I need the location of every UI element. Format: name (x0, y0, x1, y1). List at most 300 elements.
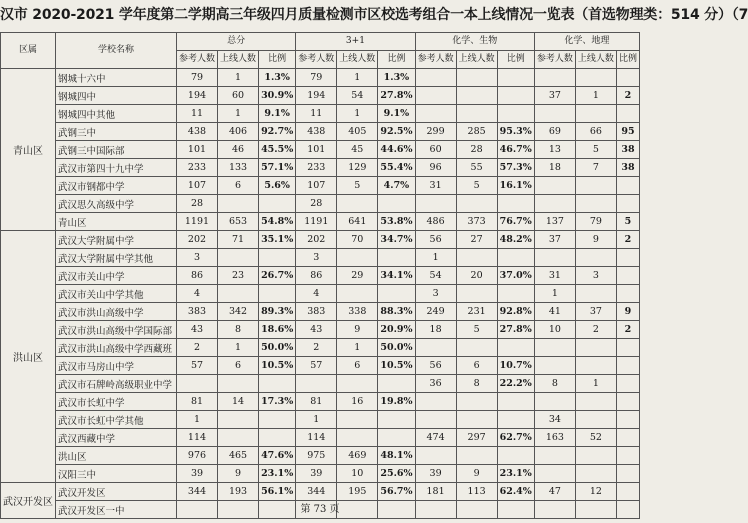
value-cell: 20.9% (378, 321, 415, 339)
value-cell (616, 267, 639, 285)
value-cell: 10.5% (259, 357, 296, 375)
value-cell (378, 429, 415, 447)
value-cell: 54 (337, 87, 378, 105)
value-cell: 2 (616, 321, 639, 339)
value-cell (616, 447, 639, 465)
value-cell: 39 (176, 465, 217, 483)
value-cell: 27.8% (497, 321, 534, 339)
value-cell: 1.3% (259, 69, 296, 87)
table-row (1, 393, 640, 411)
value-cell: 11 (176, 105, 217, 123)
value-cell (415, 339, 456, 357)
table-row (1, 159, 640, 177)
value-cell: 10.5% (378, 357, 415, 375)
value-cell: 44.6% (378, 141, 415, 159)
value-cell: 45 (337, 141, 378, 159)
value-cell: 137 (534, 213, 575, 231)
value-cell (218, 375, 259, 393)
value-cell (616, 339, 639, 357)
value-cell: 9 (456, 465, 497, 483)
value-cell: 2 (616, 87, 639, 105)
subheader-ratio: 比例 (378, 51, 415, 69)
value-cell: 92.5% (378, 123, 415, 141)
value-cell: 5.6% (259, 177, 296, 195)
value-cell: 9 (616, 303, 639, 321)
value-cell: 5 (616, 213, 639, 231)
value-cell (456, 105, 497, 123)
header-district: 区属 (1, 33, 56, 69)
subheader-count: 参考人数 (176, 51, 217, 69)
value-cell: 163 (534, 429, 575, 447)
value-cell (337, 249, 378, 267)
value-cell (259, 429, 296, 447)
value-cell: 69 (534, 123, 575, 141)
value-cell: 43 (176, 321, 217, 339)
value-cell: 107 (296, 177, 337, 195)
value-cell: 9.1% (378, 105, 415, 123)
school-name-cell: 汉阳三中 (56, 465, 177, 483)
subheader-passed: 上线人数 (456, 51, 497, 69)
value-cell (534, 447, 575, 465)
value-cell: 344 (176, 483, 217, 501)
value-cell: 53.8% (378, 213, 415, 231)
value-cell: 5 (456, 177, 497, 195)
value-cell: 16.1% (497, 177, 534, 195)
value-cell: 299 (415, 123, 456, 141)
value-cell (575, 339, 616, 357)
value-cell: 60 (218, 87, 259, 105)
school-name-cell: 武汉市马房山中学 (56, 357, 177, 375)
school-name-cell: 武汉西藏中学 (56, 429, 177, 447)
value-cell: 1 (534, 285, 575, 303)
value-cell: 195 (337, 483, 378, 501)
table-row (1, 267, 640, 285)
value-cell: 46.7% (497, 141, 534, 159)
value-cell: 14 (218, 393, 259, 411)
value-cell: 55.4% (378, 159, 415, 177)
header-group-3plus1: 3+1 (296, 33, 415, 51)
school-name-cell: 武汉开发区一中 (56, 501, 177, 519)
value-cell (378, 411, 415, 429)
value-cell: 22.2% (497, 375, 534, 393)
school-name-cell: 钢城四中 (56, 87, 177, 105)
value-cell: 1 (218, 69, 259, 87)
value-cell: 39 (296, 465, 337, 483)
value-cell (616, 69, 639, 87)
value-cell: 285 (456, 123, 497, 141)
table-row (1, 411, 640, 429)
value-cell: 55 (456, 159, 497, 177)
value-cell: 2 (176, 339, 217, 357)
value-cell (616, 357, 639, 375)
value-cell: 38 (616, 141, 639, 159)
value-cell (218, 249, 259, 267)
value-cell: 3 (575, 267, 616, 285)
value-cell (456, 69, 497, 87)
value-cell: 86 (176, 267, 217, 285)
value-cell (456, 249, 497, 267)
value-cell: 10.7% (497, 357, 534, 375)
value-cell: 57.3% (497, 159, 534, 177)
value-cell: 8 (534, 375, 575, 393)
table-row (1, 87, 640, 105)
value-cell (575, 177, 616, 195)
value-cell (415, 69, 456, 87)
value-cell: 107 (176, 177, 217, 195)
value-cell: 28 (296, 195, 337, 213)
value-cell: 89.3% (259, 303, 296, 321)
value-cell: 6 (218, 357, 259, 375)
value-cell: 41 (534, 303, 575, 321)
value-cell (616, 483, 639, 501)
value-cell (534, 339, 575, 357)
value-cell: 10 (534, 321, 575, 339)
value-cell (616, 285, 639, 303)
value-cell: 233 (296, 159, 337, 177)
value-cell (534, 393, 575, 411)
value-cell: 194 (296, 87, 337, 105)
value-cell: 71 (218, 231, 259, 249)
table-row (1, 321, 640, 339)
value-cell: 62.4% (497, 483, 534, 501)
value-cell (534, 69, 575, 87)
value-cell (616, 429, 639, 447)
value-cell: 6 (337, 357, 378, 375)
value-cell (259, 249, 296, 267)
value-cell (218, 285, 259, 303)
school-name-cell: 武汉市洪山高级中学西藏班 (56, 339, 177, 357)
value-cell: 70 (337, 231, 378, 249)
school-name-cell: 青山区 (56, 213, 177, 231)
value-cell (259, 411, 296, 429)
value-cell: 20 (456, 267, 497, 285)
value-cell (575, 105, 616, 123)
value-cell (456, 411, 497, 429)
document-title: 汉市 2020-2021 学年度第二学期高三年级四月质量检测市区校选考组合一本上线情况一览表（首选物理类：514 分）（7 (0, 7, 748, 23)
value-cell (616, 177, 639, 195)
value-cell (497, 393, 534, 411)
value-cell (616, 375, 639, 393)
value-cell (456, 285, 497, 303)
value-cell: 1 (218, 105, 259, 123)
value-cell: 438 (176, 123, 217, 141)
value-cell: 56.1% (259, 483, 296, 501)
value-cell: 1 (337, 69, 378, 87)
subheader-passed: 上线人数 (575, 51, 616, 69)
table-row (1, 303, 640, 321)
value-cell: 7 (575, 159, 616, 177)
value-cell: 95.3% (497, 123, 534, 141)
value-cell: 1 (296, 411, 337, 429)
value-cell: 27.8% (378, 87, 415, 105)
value-cell: 231 (456, 303, 497, 321)
value-cell: 37 (575, 303, 616, 321)
value-cell (456, 393, 497, 411)
value-cell: 52 (575, 429, 616, 447)
value-cell (497, 195, 534, 213)
value-cell: 438 (296, 123, 337, 141)
value-cell: 37 (534, 231, 575, 249)
value-cell: 37.0% (497, 267, 534, 285)
school-name-cell: 武汉市关山中学 (56, 267, 177, 285)
school-name-cell: 武汉市长虹中学其他 (56, 411, 177, 429)
value-cell: 405 (337, 123, 378, 141)
table-row (1, 123, 640, 141)
school-name-cell: 武钢三中国际部 (56, 141, 177, 159)
value-cell: 18.6% (259, 321, 296, 339)
value-cell: 373 (456, 213, 497, 231)
value-cell: 46 (218, 141, 259, 159)
value-cell (456, 195, 497, 213)
value-cell: 114 (296, 429, 337, 447)
value-cell (497, 447, 534, 465)
school-name-cell: 洪山区 (56, 447, 177, 465)
value-cell: 5 (575, 141, 616, 159)
value-cell (534, 105, 575, 123)
table-row (1, 429, 640, 447)
value-cell (378, 195, 415, 213)
table-row (1, 357, 640, 375)
header-group-total: 总分 (176, 33, 295, 51)
value-cell: 1 (575, 375, 616, 393)
value-cell: 975 (296, 447, 337, 465)
value-cell: 976 (176, 447, 217, 465)
value-cell (616, 195, 639, 213)
value-cell: 1 (218, 339, 259, 357)
value-cell: 101 (176, 141, 217, 159)
value-cell (296, 375, 337, 393)
value-cell: 86 (296, 267, 337, 285)
value-cell: 1 (337, 105, 378, 123)
value-cell (497, 339, 534, 357)
value-cell (176, 375, 217, 393)
value-cell: 344 (296, 483, 337, 501)
value-cell: 249 (415, 303, 456, 321)
value-cell: 56 (415, 231, 456, 249)
value-cell: 54 (415, 267, 456, 285)
district-cell: 武汉开发区 (1, 483, 56, 519)
value-cell: 4.7% (378, 177, 415, 195)
value-cell: 6 (456, 357, 497, 375)
subheader-ratio: 比例 (616, 51, 639, 69)
value-cell: 79 (296, 69, 337, 87)
value-cell: 62.7% (497, 429, 534, 447)
value-cell (337, 375, 378, 393)
value-cell: 469 (337, 447, 378, 465)
school-name-cell: 武汉市洪山高级中学 (56, 303, 177, 321)
value-cell: 38 (616, 159, 639, 177)
value-cell: 47 (534, 483, 575, 501)
value-cell (218, 411, 259, 429)
value-cell: 50.0% (378, 339, 415, 357)
school-name-cell: 武汉大学附属中学 (56, 231, 177, 249)
value-cell: 5 (456, 321, 497, 339)
value-cell: 1 (176, 411, 217, 429)
value-cell: 297 (456, 429, 497, 447)
value-cell: 342 (218, 303, 259, 321)
school-name-cell: 武汉开发区 (56, 483, 177, 501)
value-cell: 9 (337, 321, 378, 339)
value-cell: 3 (296, 249, 337, 267)
value-cell (575, 249, 616, 267)
value-cell (337, 429, 378, 447)
results-table (0, 32, 640, 519)
value-cell: 92.8% (497, 303, 534, 321)
value-cell (456, 339, 497, 357)
table-row (1, 375, 640, 393)
value-cell: 79 (575, 213, 616, 231)
value-cell: 28 (456, 141, 497, 159)
value-cell: 11 (296, 105, 337, 123)
school-name-cell: 武汉思久高级中学 (56, 195, 177, 213)
value-cell (575, 357, 616, 375)
table-row (1, 339, 640, 357)
value-cell: 338 (337, 303, 378, 321)
value-cell: 35.1% (259, 231, 296, 249)
value-cell: 8 (456, 375, 497, 393)
header-group-chem-bio: 化学、生物 (415, 33, 534, 51)
value-cell (616, 105, 639, 123)
value-cell: 3 (415, 285, 456, 303)
value-cell: 10 (337, 465, 378, 483)
value-cell (497, 411, 534, 429)
value-cell: 101 (296, 141, 337, 159)
value-cell: 88.3% (378, 303, 415, 321)
school-name-cell: 武汉市关山中学其他 (56, 285, 177, 303)
value-cell (218, 195, 259, 213)
value-cell: 3 (176, 249, 217, 267)
value-cell: 202 (176, 231, 217, 249)
value-cell (259, 195, 296, 213)
school-name-cell: 武汉市石牌岭高级职业中学 (56, 375, 177, 393)
value-cell: 129 (337, 159, 378, 177)
value-cell (415, 87, 456, 105)
value-cell: 48.2% (497, 231, 534, 249)
value-cell: 18 (415, 321, 456, 339)
value-cell (497, 69, 534, 87)
district-cell: 洪山区 (1, 231, 56, 483)
value-cell: 2 (616, 231, 639, 249)
subheader-ratio: 比例 (497, 51, 534, 69)
value-cell: 96 (415, 159, 456, 177)
value-cell: 465 (218, 447, 259, 465)
value-cell: 81 (296, 393, 337, 411)
value-cell: 18 (534, 159, 575, 177)
value-cell: 30.9% (259, 87, 296, 105)
value-cell: 1 (575, 87, 616, 105)
value-cell (497, 87, 534, 105)
value-cell: 36 (415, 375, 456, 393)
value-cell: 56.7% (378, 483, 415, 501)
value-cell (415, 195, 456, 213)
value-cell: 133 (218, 159, 259, 177)
value-cell: 95 (616, 123, 639, 141)
table-row (1, 177, 640, 195)
value-cell: 202 (296, 231, 337, 249)
value-cell: 19.8% (378, 393, 415, 411)
value-cell: 641 (337, 213, 378, 231)
value-cell (378, 249, 415, 267)
value-cell: 43 (296, 321, 337, 339)
value-cell: 57.1% (259, 159, 296, 177)
value-cell: 2 (296, 339, 337, 357)
school-name-cell: 武汉市洪山高级中学国际部 (56, 321, 177, 339)
value-cell: 114 (176, 429, 217, 447)
value-cell (534, 357, 575, 375)
value-cell: 39 (415, 465, 456, 483)
school-name-cell: 武汉市钢都中学 (56, 177, 177, 195)
value-cell: 31 (534, 267, 575, 285)
school-name-cell: 钢城十六中 (56, 69, 177, 87)
value-cell (415, 393, 456, 411)
value-cell (218, 429, 259, 447)
value-cell: 2 (575, 321, 616, 339)
value-cell: 9 (218, 465, 259, 483)
value-cell: 13 (534, 141, 575, 159)
value-cell: 50.0% (259, 339, 296, 357)
table-row (1, 465, 640, 483)
value-cell (456, 447, 497, 465)
value-cell: 194 (176, 87, 217, 105)
table-row (1, 69, 640, 87)
value-cell: 1191 (296, 213, 337, 231)
value-cell (456, 87, 497, 105)
value-cell: 34.1% (378, 267, 415, 285)
value-cell: 4 (176, 285, 217, 303)
value-cell: 37 (534, 87, 575, 105)
value-cell (616, 393, 639, 411)
subheader-count: 参考人数 (296, 51, 337, 69)
value-cell (497, 285, 534, 303)
value-cell: 57 (176, 357, 217, 375)
value-cell (575, 285, 616, 303)
value-cell (534, 177, 575, 195)
value-cell: 9.1% (259, 105, 296, 123)
value-cell (575, 465, 616, 483)
value-cell: 193 (218, 483, 259, 501)
school-name-cell: 武汉大学附属中学其他 (56, 249, 177, 267)
subheader-passed: 上线人数 (337, 51, 378, 69)
value-cell: 92.7% (259, 123, 296, 141)
value-cell: 48.1% (378, 447, 415, 465)
value-cell: 66 (575, 123, 616, 141)
value-cell (534, 465, 575, 483)
value-cell: 25.6% (378, 465, 415, 483)
header-group-chem-geo: 化学、地理 (534, 33, 639, 51)
value-cell: 406 (218, 123, 259, 141)
value-cell: 45.5% (259, 141, 296, 159)
table-row (1, 141, 640, 159)
school-name-cell: 武汉市长虹中学 (56, 393, 177, 411)
value-cell: 34.7% (378, 231, 415, 249)
value-cell: 81 (176, 393, 217, 411)
value-cell: 233 (176, 159, 217, 177)
value-cell: 23 (218, 267, 259, 285)
subtotal-row (1, 213, 640, 231)
school-name-cell: 钢城四中其他 (56, 105, 177, 123)
value-cell (415, 105, 456, 123)
value-cell: 23.1% (497, 465, 534, 483)
value-cell: 31 (415, 177, 456, 195)
value-cell: 23.1% (259, 465, 296, 483)
value-cell: 486 (415, 213, 456, 231)
value-cell (575, 195, 616, 213)
value-cell: 8 (218, 321, 259, 339)
page-number: 第 73 页 (300, 504, 340, 515)
value-cell: 12 (575, 483, 616, 501)
value-cell: 17.3% (259, 393, 296, 411)
table-row (1, 285, 640, 303)
